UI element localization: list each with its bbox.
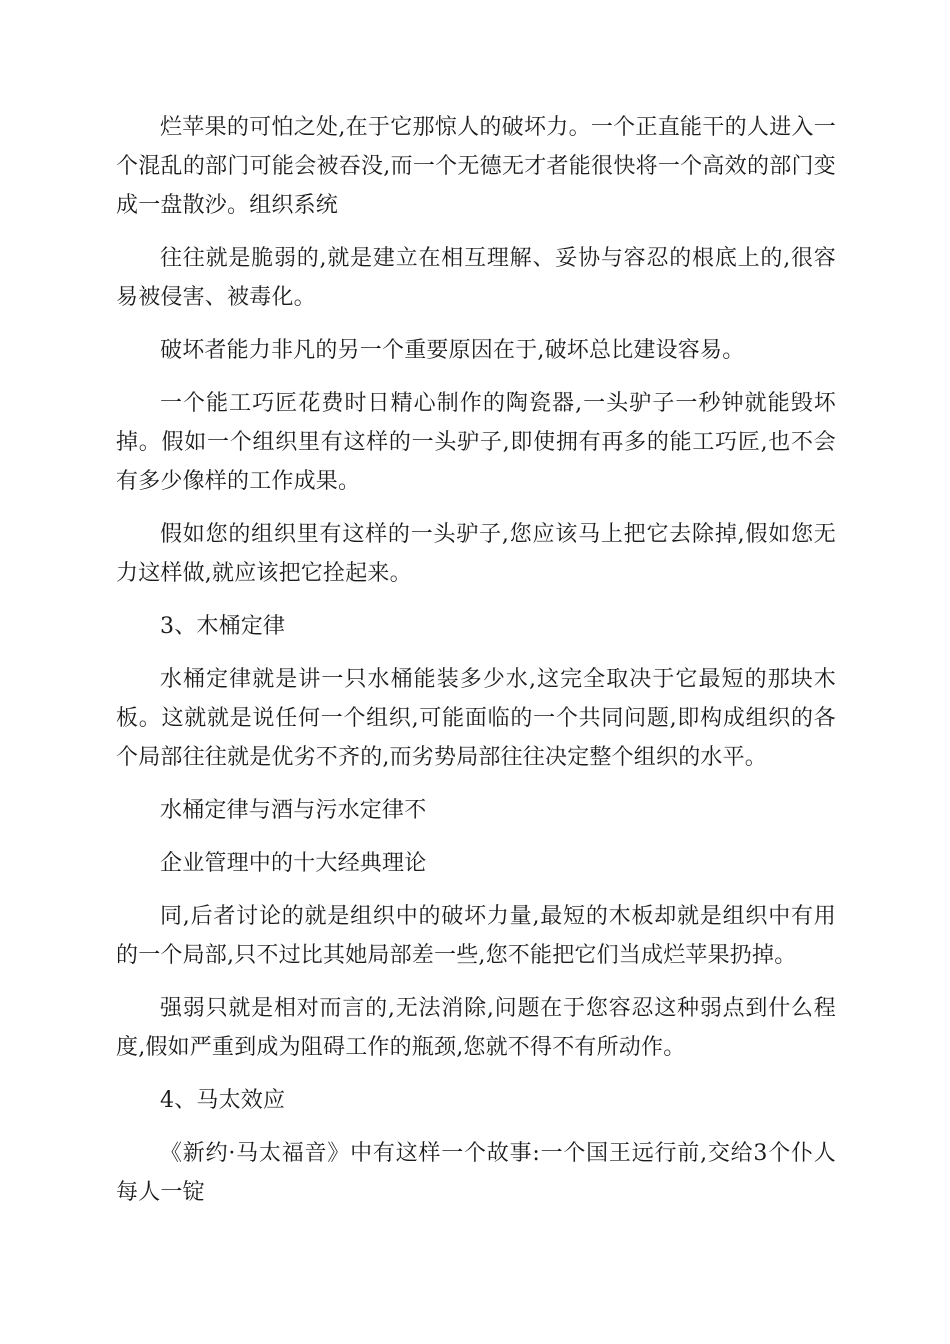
paragraph-donkey-ceramics: 一个能工巧匠花费时日精心制作的陶瓷器,一头驴子一秒钟就能毁坏掉。假如一个组织里有这样的一头驴子,即使拥有再多的能工巧匠,也不会有多少像样的工作成果。 [116,391,836,494]
paragraph-weakness-tolerance: 强弱只就是相对而言的,无法消除,问题在于您容忍这种弱点到什么程度,假如严重到成为阻碍工作的瓶颈,您就不得不有所动作。 [116,996,836,1060]
paragraph-matthew-story: 《新约·马太福音》中有这样一个故事:一个国王远行前,交给3个仆人每人一锭 [116,1141,836,1205]
document-body [116,108,836,1226]
section-heading-bucket-law: 3、木桶定律 [160,614,286,639]
paragraph-bucket-law: 水桶定律就是讲一只水桶能装多少水,这完全取决于它最短的那块木板。这就就是说任何一个组织,可能面临的一个共同问题,即构成组织的各个局部往往就是优劣不齐的,而劣势局部往往决定整个组织的水平。 [116,667,836,770]
paragraph-bucket-vs-wine: 水桶定律与酒与污水定律不 [160,798,427,823]
paragraph-destruction-easier: 破坏者能力非凡的另一个重要原因在于,破坏总比建设容易。 [160,338,745,363]
paragraph-rotten-apple-intro: 烂苹果的可怕之处,在于它那惊人的破坏力。一个正直能干的人进入一个混乱的部门可能会被吞没,而一个无德无才者能很快将一个高效的部门变成一盘散沙。组织系统 [116,115,836,218]
section-heading-matthew-effect: 4、马太效应 [160,1088,286,1113]
paragraph-remove-donkey: 假如您的组织里有这样的一头驴子,您应该马上把它去除掉,假如您无力这样做,就应该把它拴起来。 [116,522,836,586]
paragraph-shortest-plank: 同,后者讨论的就是组织中的破坏力量,最短的木板却就是组织中有用的一个局部,只不过比其她局部差一些,您不能把它们当成烂苹果扔掉。 [116,904,836,968]
paragraph-fragile-system: 往往就是脆弱的,就是建立在相互理解、妥协与容忍的根底上的,很容易被侵害、被毒化。 [116,246,836,310]
running-header-text: 企业管理中的十大经典理论 [160,851,427,876]
